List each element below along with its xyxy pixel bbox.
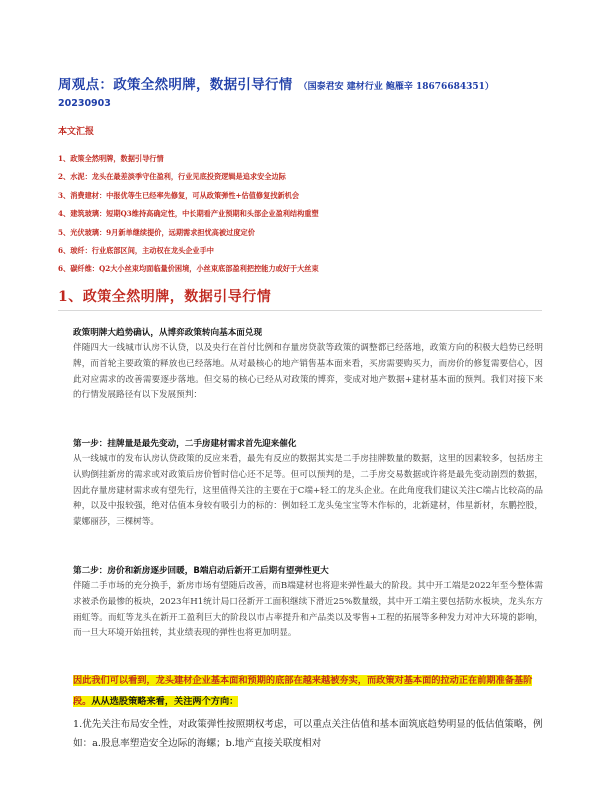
section-title: 1、政策全然明牌，数据引导行情 bbox=[58, 289, 272, 305]
report-byline: （国泰君安 建材行业 鲍雁辛 18676684351） bbox=[298, 82, 494, 92]
section-divider bbox=[58, 310, 542, 311]
paragraph-step-one: 从一线城市的发布认房认贷政策的反应来看，最先有反应的数据其实是二手房挂牌数量的数据，这里的因素较多，包括房主认购倒挂新房的需求或对政策后房价暂时信心还不足等。但可以预判的是，二手房交易数据或许将是最先变动剧烈的数据，因此存量房建材需求或有望先行，这里值得关注的主要在于C端+轻工的龙头企业。在此角度我们建议关注C端占比较高的品种，以及中报较强，绝对估值本身较有吸引力的标的：例如轻工龙头兔宝宝等木作标的，北新建材，伟星新材，东鹏控股，蒙娜丽莎，三棵树等。 bbox=[73, 454, 543, 528]
paragraph-policy: 伴随四大一线城市认房不认贷，以及央行在首付比例和存量房贷款等政策的调整都已经落地，政策方向的积极大趋势已经明牌，而首轮主要政策的释放也已经落地。从对最核心的地产销售基本面来看，买房需要购买力，而房价的修复需要信心，因此对应需求的改善需要逐步落地。但交易的核心已经从对政策的博弈，变成对地产数据+建材基本面的预判。我们对接下来的行情发展路径有以下发展预判： bbox=[73, 343, 543, 401]
highlight-red-text: 因此我们可以看到，龙头建材企业基本面和预期的底部在越来越被夯实，而政策对基本面的拉动正在前期准备基阶段。 bbox=[73, 675, 533, 707]
summary-item[interactable]: 1、政策全然明牌，数据引导行情 bbox=[58, 154, 164, 163]
report-title: 周观点：政策全然明牌，数据引导行情 bbox=[58, 77, 293, 93]
subhead-step-two: 第二步：房价和新房逐步回暖，B端启动后新开工后期有望弹性更大 bbox=[73, 566, 329, 576]
highlight-text bbox=[73, 675, 532, 707]
highlight-conclusion bbox=[73, 668, 541, 710]
summary-item[interactable]: 6、玻纤：行业底部区间，主动权在龙头企业手中 bbox=[58, 245, 214, 255]
summary-item[interactable]: 2、水泥：龙头在最差淡季守住盈利，行业见底投资逻辑是追求安全边际 bbox=[58, 172, 286, 182]
summary-item[interactable]: 6、碳纤维：Q2大小丝束均面临量价困境，小丝束底部盈利把控能力或好于大丝束 bbox=[58, 264, 319, 274]
point-one: 1.优先关注布局安全性，对政策弹性按照期权考虑，可以重点关注估值和基本面筑底趋势明显的低估值策略，例如：a.股息率塑造安全边际的海螺；b.地产直接关联度相对 bbox=[73, 719, 543, 749]
summary-item[interactable]: 3、消费建材：中报优等生已经率先修复，可从政策弹性+估值修复找新机会 bbox=[58, 190, 300, 200]
paragraph-step-two: 伴随二手市场的充分换手，新房市场有望随后改善，而B端建材也将迎来弹性最大的阶段。其中开工端是2022年至今整体需求被杀伤最惨的板块，2023年H1统计局口径新开工面积继续下滑近25%数量级，其中开工端主要包括防水板块，龙头东方雨虹等。而虹等龙头在新开工盈利巨大的阶段以市占率提升和产品类以及零售+工程的拓展等多种发力对冲大环境的影响，而一旦大环境开始扭转，其业绩表现的弹性也将更加明显。 bbox=[73, 581, 543, 639]
summary-list bbox=[58, 153, 568, 282]
subhead-policy: 政策明牌大趋势确认，从博弈政策转向基本面兑现 bbox=[73, 328, 263, 338]
highlight-black-text: 从从选股策略来看，关注两个方向： bbox=[91, 696, 239, 707]
summary-item[interactable]: 5、光伏玻璃：9月新单继续提价，远期需求担忧高被过度定价 bbox=[58, 227, 255, 237]
summary-item[interactable]: 4、建筑玻璃：短期Q3维持高确定性，中长期看产业预期和头部企业盈利结构重塑 bbox=[58, 209, 319, 219]
report-date: 20230903 bbox=[58, 98, 111, 109]
subhead-step-one: 第一步：挂牌量是最先变动，二手房建材需求首先迎来催化 bbox=[73, 439, 297, 449]
report-title-line bbox=[58, 73, 568, 93]
summary-heading: 本文汇报 bbox=[58, 127, 95, 137]
